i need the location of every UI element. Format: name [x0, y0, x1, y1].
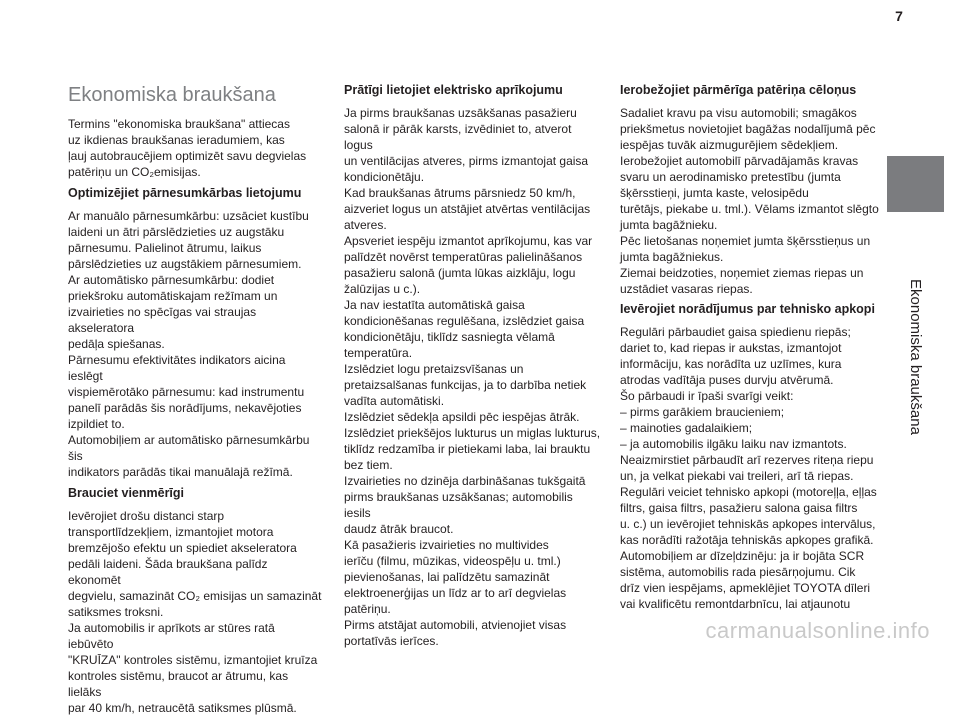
- text-line: palīdzēt novērst temperatūras palielināšanos: [344, 250, 583, 264]
- text-line: priekšroku automātiskajam režīmam un: [68, 289, 278, 303]
- text-line: pretaizsalšanas funkcijas, ja to darbība netiek: [344, 378, 587, 392]
- chapter-tab: [887, 156, 944, 212]
- text-line: elektroenerģijas un līdz ar to arī degvielas: [344, 586, 567, 600]
- intro-paragraph: [68, 116, 322, 180]
- text-line: Regulāri veiciet tehnisko apkopi (motoreļļa, eļļas: [620, 485, 877, 499]
- text-line: vispiemērotāko pārnesumu: kad instrumentu: [68, 385, 305, 399]
- text-line: Neaizmirstiet pārbaudīt arī rezerves riteņa riepu: [620, 453, 874, 467]
- text-line: jumta bagāžniekus.: [620, 250, 724, 264]
- text-line: uz ikdienas braukšanas ieradumiem, kas: [68, 133, 285, 147]
- text-line: ierīču (filmu, mūzikas, videospēļu u. tml.): [344, 554, 561, 568]
- text-line: Apsveriet iespēju izmantot aprīkojumu, kas var: [344, 234, 593, 248]
- text-line: salonā ir pārāk karsts, izvēdiniet to, atverot logus: [344, 122, 572, 152]
- text-line: Ievērojiet drošu distanci starp: [68, 509, 225, 523]
- text-line: uzstādiet vasaras riepas.: [620, 282, 753, 296]
- page-title: Ekonomiska braukšana: [68, 84, 276, 106]
- watermark: carmanualsonline.info: [705, 618, 930, 643]
- text-line: pedāli laideni. Šāda braukšana palīdz ekonomēt: [68, 557, 268, 587]
- text-line: tiklīdz redzamība ir pietiekami laba, lai brauktu: [344, 442, 591, 456]
- text-line: temperatūra.: [344, 346, 413, 360]
- text-line: panelī parādās šis norādījums, nekavējoties: [68, 401, 302, 415]
- text-line: Ar manuālo pārnesumkārbu: uzsāciet kustību: [68, 209, 309, 223]
- text-line: laideni un ātri pārslēdzieties uz augstāku: [68, 225, 285, 239]
- text-line: pedāļa spiešanas.: [68, 337, 165, 351]
- text-line: transportlīdzekļiem, izmantojiet motora: [68, 525, 274, 539]
- text-line: šķērsstieņi, jumta kaste, velosipēdu: [620, 186, 809, 200]
- text-line: daudz ātrāk braucot.: [344, 522, 454, 536]
- text-line: patēriņu un CO₂emisijas.: [68, 165, 201, 179]
- text-line: satiksmes troksni.: [68, 605, 164, 619]
- electrical-equipment-paragraph: [344, 105, 602, 649]
- text-line: aizveriet logus un atstājiet atvērtas ventilācijas: [344, 202, 591, 216]
- text-line: pasažieru salonā (jumta lūkas aizklāju, logu: [344, 266, 576, 280]
- text-line: dariet to, kad riepas ir aukstas, izmantojot: [620, 341, 842, 355]
- page-number: 7: [895, 8, 903, 24]
- text-line: Ja pirms braukšanas uzsākšanas pasažieru: [344, 106, 577, 120]
- gearbox-paragraph: [68, 208, 322, 480]
- text-line: degvielu, samazināt CO₂ emisijas un samazināt: [68, 589, 322, 603]
- text-line: Izvairieties no dzinēja darbināšanas tukšgaitā: [344, 474, 586, 488]
- text-line: kondicionēšanas regulēšana, izslēdziet gaisa: [344, 314, 585, 328]
- text-line: Pārnesumu efektivitātes indikators aicina ieslēgt: [68, 353, 286, 383]
- text-line: sistēma, automobilis rada piesārņojumu. Cik: [620, 565, 856, 579]
- text-line: pievienošanas, lai palīdzētu samazināt: [344, 570, 550, 584]
- text-line: kas norādīti ražotāja tehniskās apkopes grafikā.: [620, 533, 874, 547]
- column-2: [344, 82, 602, 653]
- excess-consumption-paragraph: [620, 105, 882, 297]
- text-line: pārnesumu. Palielinot ātrumu, laikus: [68, 241, 262, 255]
- section-heading-excess-consumption: Ierobežojiet pārmērīga patēriņa cēloņus: [620, 83, 857, 97]
- text-line: vadīta automātiski.: [344, 394, 445, 408]
- text-line: – ja automobilis ilgāku laiku nav izmantots.: [620, 437, 847, 451]
- text-line: izvairieties no spēcīgas vai straujas akseleratora: [68, 305, 257, 335]
- section-heading-electrical-equipment: Prātīgi lietojiet elektrisko aprīkojumu: [344, 83, 563, 97]
- text-line: u. c.) un ievērojiet tehniskās apkopes intervālus,: [620, 517, 876, 531]
- text-line: kondicionētāju, tiklīdz sasniegta vēlamā: [344, 330, 555, 344]
- text-line: svaru un aerodinamisko pretestību (jumta: [620, 170, 841, 184]
- text-line: kondicionētāju.: [344, 170, 425, 184]
- text-line: turētājs, piekabe u. tml.). Vēlams izmantot slēgto: [620, 202, 879, 216]
- text-line: Pēc lietošanas noņemiet jumta šķērsstieņus un: [620, 234, 871, 248]
- column-3: [620, 82, 882, 616]
- text-line: "KRUĪZA" kontroles sistēmu, izmantojiet kruīza: [68, 653, 318, 667]
- text-line: Automobiļiem ar dīzeļdzinēju: ja ir bojāta SCR: [620, 549, 865, 563]
- text-line: indikators parādās tikai manuālajā režīmā.: [68, 465, 293, 479]
- text-line: portatīvās ierīces.: [344, 634, 439, 648]
- chapter-tab-label: Ekonomiska braukšana: [907, 279, 924, 435]
- text-line: Regulāri pārbaudiet gaisa spiedienu riepās;: [620, 325, 851, 339]
- text-line: Termins "ekonomiska braukšana" attiecas: [68, 117, 290, 131]
- text-line: bremzējošo efektu un spiediet akseleratora: [68, 541, 297, 555]
- text-line: Ar automātisko pārnesumkārbu: dodiet: [68, 273, 275, 287]
- text-line: un ventilācijas atveres, pirms izmantojat gaisa: [344, 154, 589, 168]
- text-line: – pirms garākiem braucieniem;: [620, 405, 785, 419]
- text-line: vai kvalificētu remontdarbnīcu, lai atjaunotu: [620, 597, 851, 611]
- smooth-driving-paragraph: [68, 508, 322, 716]
- text-line: par 40 km/h, netraucētā satiksmes plūsmā.: [68, 701, 297, 715]
- text-line: Ziemai beidzoties, noņemiet ziemas riepas un: [620, 266, 864, 280]
- text-line: Sadaliet kravu pa visu automobili; smagākos: [620, 106, 857, 120]
- text-line: informāciju, kas norādīta uz uzlīmes, kura: [620, 357, 842, 371]
- text-line: bez tiem.: [344, 458, 393, 472]
- text-line: Kad braukšanas ātrums pārsniedz 50 km/h,: [344, 186, 576, 200]
- text-line: jumta bagāžnieku.: [620, 218, 718, 232]
- text-line: ļauj autobraucējiem optimizēt savu degvielas: [68, 149, 307, 163]
- text-line: priekšmetus novietojiet bagāžas nodalījumā pēc: [620, 122, 876, 136]
- text-line: Ierobežojiet automobilī pārvadājamās kravas: [620, 154, 859, 168]
- text-line: Automobiļiem ar automātisko pārnesumkārbu šis: [68, 433, 310, 463]
- text-line: – mainoties gadalaikiem;: [620, 421, 753, 435]
- text-line: atrodas vadītāja puses durvju atvērumā.: [620, 373, 834, 387]
- text-line: Pirms atstājat automobili, atvienojiet visas: [344, 618, 567, 632]
- section-heading-gearbox: Optimizējiet pārnesumkārbas lietojumu: [68, 186, 302, 200]
- text-line: žalūzijas u c.).: [344, 282, 421, 296]
- maintenance-paragraph: [620, 324, 882, 612]
- text-line: atveres.: [344, 218, 387, 232]
- text-line: filtrs, gaisa filtrs, pasažieru salona gaisa filtrs: [620, 501, 858, 515]
- text-line: Šo pārbaudi ir īpaši svarīgi veikt:: [620, 389, 794, 403]
- section-heading-maintenance: Ievērojiet norādījumus par tehnisko apkopi: [620, 302, 875, 316]
- text-line: pārslēdzieties uz augstākiem pārnesumiem.: [68, 257, 302, 271]
- text-line: pirms braukšanas uzsākšanas; automobilis iesils: [344, 490, 573, 520]
- text-line: Ja automobilis ir aprīkots ar stūres ratā iebūvēto: [68, 621, 275, 651]
- text-line: drīz vien iespējams, apmeklējiet TOYOTA dīleri: [620, 581, 871, 595]
- text-line: Izslēdziet priekšējos lukturus un miglas lukturus,: [344, 426, 601, 440]
- text-line: patēriņu.: [344, 602, 391, 616]
- text-line: Ja nav iestatīta automātiskā gaisa: [344, 298, 525, 312]
- text-line: un, ja velkat piekabi vai treileri, arī tā riepas.: [620, 469, 854, 483]
- text-line: Izslēdziet sēdekļa apsildi pēc iespējas ātrāk.: [344, 410, 580, 424]
- text-line: iespējas tuvāk aizmugurējiem sēdekļiem.: [620, 138, 839, 152]
- text-line: Izslēdziet logu pretaizsvīšanas un: [344, 362, 524, 376]
- section-heading-smooth-driving: Brauciet vienmērīgi: [68, 486, 185, 500]
- text-line: izpildiet to.: [68, 417, 125, 431]
- text-line: Kā pasažieris izvairieties no multivides: [344, 538, 549, 552]
- text-line: kontroles sistēmu, braucot ar ātrumu, kas lielāks: [68, 669, 289, 699]
